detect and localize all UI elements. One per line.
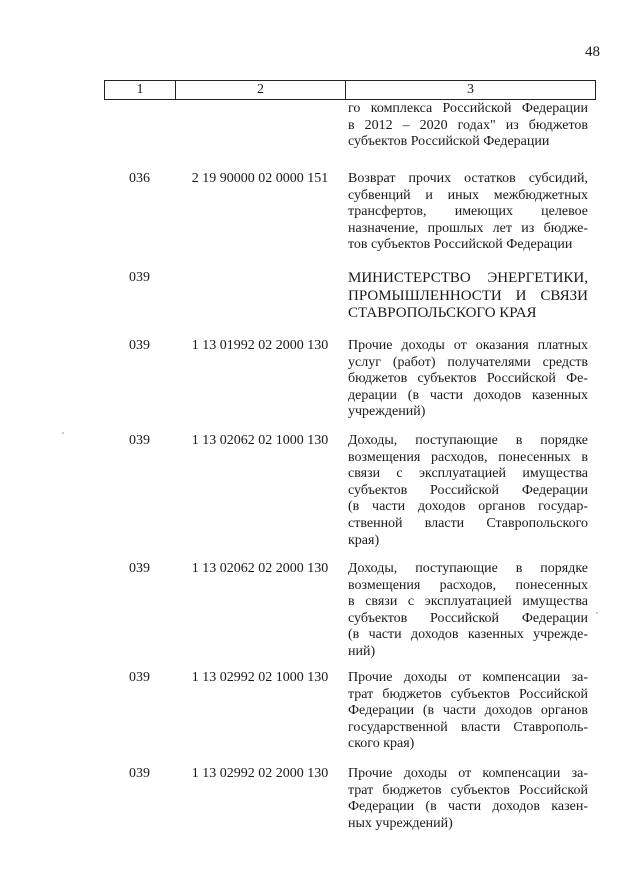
row-code: 039	[129, 270, 150, 285]
row-kbk: 2 19 90000 02 0000 151	[191, 171, 329, 186]
description-line: МИНИСТЕРСТВО ЭНЕРГЕТИКИ,	[348, 270, 588, 286]
description-line: бюджетов субъектов Российской Фе-	[348, 371, 588, 387]
description-line: Доходы, поступающие в порядке	[348, 561, 588, 576]
description-line: трансфертов, имеющих целевое	[348, 204, 588, 220]
table-header	[104, 80, 596, 100]
row-description	[348, 171, 588, 254]
scan-speck	[62, 432, 64, 434]
header-col-3: 3	[467, 82, 474, 97]
row-description	[348, 101, 588, 151]
description-line: назначение, прошлых лет из бюдже-	[348, 220, 588, 236]
description-line: Доходы, поступающие в порядке	[348, 433, 588, 448]
description-line: ственной власти Ставропольского	[348, 515, 588, 531]
description-line: ных учреждений)	[348, 815, 453, 831]
description-line: связи с эксплуатацией имущества	[348, 466, 588, 482]
description-line: учреждений)	[348, 404, 426, 420]
row-description	[348, 433, 588, 549]
description-line: в 2012 – 2020 годах" из бюджетов	[348, 117, 588, 133]
description-line: государственной власти Ставрополь-	[348, 719, 588, 735]
row-kbk: 1 13 02992 02 2000 130	[191, 766, 329, 781]
page-number: 48	[585, 44, 600, 60]
description-line: ского края)	[348, 736, 415, 752]
row-code: 039	[129, 338, 150, 353]
description-line: Прочие доходы от оказания платных	[348, 338, 588, 353]
description-line: возмещения расходов, понесенных в	[348, 449, 588, 465]
description-line: ний)	[348, 643, 376, 659]
scan-speck	[596, 612, 598, 614]
description-line: субъектов Российской Федерации	[348, 134, 550, 150]
row-description	[348, 766, 588, 832]
description-line: Федерации (в части доходов казен-	[348, 799, 588, 815]
description-line: услуг (работ) получателями средств	[348, 354, 588, 370]
description-line: края)	[348, 532, 380, 548]
description-line: в связи с эксплуатацией имущества	[348, 594, 588, 610]
row-description	[348, 670, 588, 753]
header-col-1: 1	[105, 81, 176, 99]
description-line: го комплекса Российской Федерации	[348, 101, 588, 116]
row-code: 039	[129, 433, 150, 448]
row-kbk: 1 13 02062 02 2000 130	[191, 561, 329, 576]
header-col-2: 2	[176, 81, 346, 99]
row-code: 039	[129, 561, 150, 576]
row-code: 036	[129, 171, 150, 186]
row-code: 039	[129, 766, 150, 781]
description-line: субвенций и иных межбюджетных	[348, 187, 588, 203]
row-code: 039	[129, 670, 150, 685]
description-line: субъектов Российской Федерации	[348, 482, 588, 498]
description-line: Прочие доходы от компенсации за-	[348, 670, 588, 685]
row-kbk: 1 13 01992 02 2000 130	[191, 338, 329, 353]
description-line: трат бюджетов субъектов Российской	[348, 782, 588, 798]
row-kbk: 1 13 02992 02 1000 130	[191, 670, 329, 685]
description-line: дерации (в части доходов казенных	[348, 387, 588, 403]
description-line: трат бюджетов субъектов Российской	[348, 686, 588, 702]
description-line: (в части доходов казенных учрежде-	[348, 627, 588, 643]
description-line: (в части доходов органов государ-	[348, 499, 588, 515]
description-line: субъектов Российской Федерации	[348, 610, 588, 626]
description-line: Федерации (в части доходов органов	[348, 703, 588, 719]
description-line: возмещения расходов, понесенных	[348, 577, 588, 593]
ministry-heading	[348, 270, 588, 323]
description-line: тов субъектов Российской Федерации	[348, 237, 573, 253]
description-line: СТАВРОПОЛЬСКОГО КРАЯ	[348, 305, 537, 321]
row-description	[348, 561, 588, 661]
row-description	[348, 338, 588, 421]
description-line: Прочие доходы от компенсации за-	[348, 766, 588, 781]
description-line: Возврат прочих остатков субсидий,	[348, 171, 588, 186]
row-kbk: 1 13 02062 02 1000 130	[191, 433, 329, 448]
description-line: ПРОМЫШЛЕННОСТИ И СВЯЗИ	[348, 287, 588, 304]
